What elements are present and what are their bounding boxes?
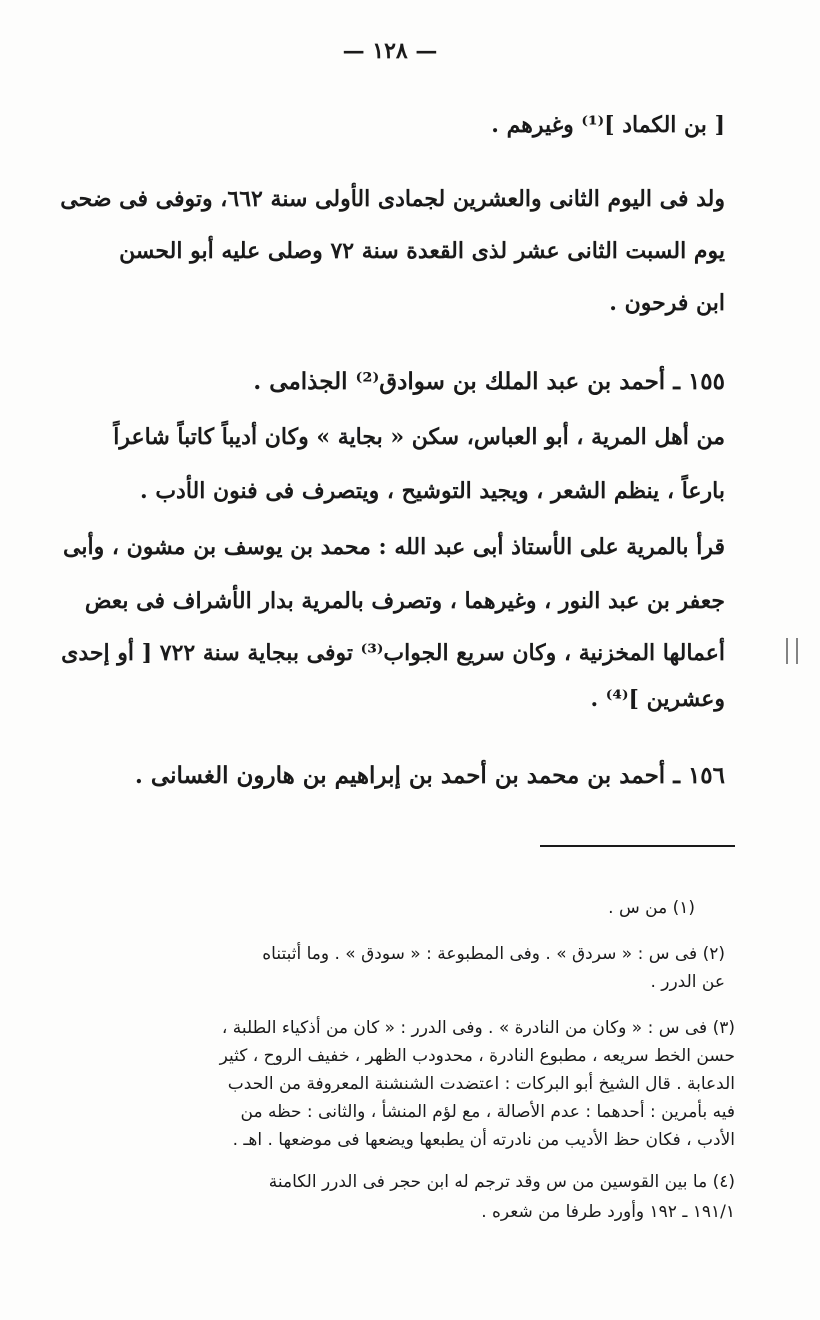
entry-155-line: قرأ بالمرية على الأستاذ أبى عبد الله : محمد بن يوسف بن مشون ، وأبى [63,534,725,560]
entry-156-heading: ١٥٦ ـ أحمد بن محمد بن أحمد بن إبراهيم بن هارون الغسانى . [134,762,725,789]
entry-155-line: بارعاً ، ينظم الشعر ، ويجيد التوشيح ، ويتصرف فى فنون الأدب . [140,478,725,504]
margin-mark [786,638,798,664]
footnote-1: (١) من س . [608,898,695,918]
footnote-2-continued: عن الدرر . [650,972,725,992]
main-text-line: [ بن الكماد ]⁽¹⁾ وغيرهم . [491,112,725,138]
entry-155-heading: ١٥٥ ـ أحمد بن عبد الملك بن سوادق⁽²⁾ الجذامى . [253,368,725,395]
main-text-line: ولد فى اليوم الثانى والعشرين لجمادى الأولى سنة ٦٦٢، وتوفى فى ضحى [60,186,725,212]
footnote-3: (٣) فى س : « وكان من النادرة » . وفى الدرر : « كان من أذكياء الطلبة ، [221,1018,735,1038]
footnote-4: (٤) ما بين القوسين من س وقد ترجم له ابن حجر فى الدرر الكامنة [268,1172,735,1192]
footnote-separator [540,845,735,847]
footnote-4-continued: ١٩١/١ ـ ١٩٢ وأورد طرفا من شعره . [481,1202,735,1222]
entry-155-line: من أهل المرية ، أبو العباس، سكن « بجاية » وكان أديباً كاتباً شاعراً [113,424,725,450]
entry-155-line: وعشرين ]⁽⁴⁾ . [590,686,725,712]
footnote-3-continued: فيه بأمرين : أحدهما : عدم الأصالة ، مع لؤم المنشأ ، والثانى : حظه من [240,1102,735,1122]
main-text-line: يوم السبت الثانى عشر لذى القعدة سنة ٧٢ وصلى عليه أبو الحسن [119,238,725,264]
footnote-3-continued: الأدب ، فكان حظ الأديب من نادرته أن يطبعها ويضعها فى موضعها . اهـ . [232,1130,735,1150]
entry-155-line: أعمالها المخزنية ، وكان سريع الجواب⁽³⁾ توفى ببجاية سنة ٧٢٢ [ أو إحدى [61,640,725,666]
footnote-3-continued: حسن الخط سريعه ، مطبوع النادرة ، محدودب الظهر ، خفيف الروح ، كثير [219,1046,735,1066]
entry-155-line: جعفر بن عبد النور ، وغيرهما ، وتصرف بالمرية بدار الأشراف فى بعض [84,588,725,614]
footnote-3-continued: الدعابة . قال الشيخ أبو البركات : اعتضدت الشنشنة المعروفة من الحدب [227,1074,735,1094]
main-text-line: ابن فرحون . [609,290,725,316]
footnote-2: (٢) فى س : « سردق » . وفى المطبوعة : « سودق » . وما أثبتناه [262,944,725,964]
page-number: — ١٢٨ — [342,38,438,64]
